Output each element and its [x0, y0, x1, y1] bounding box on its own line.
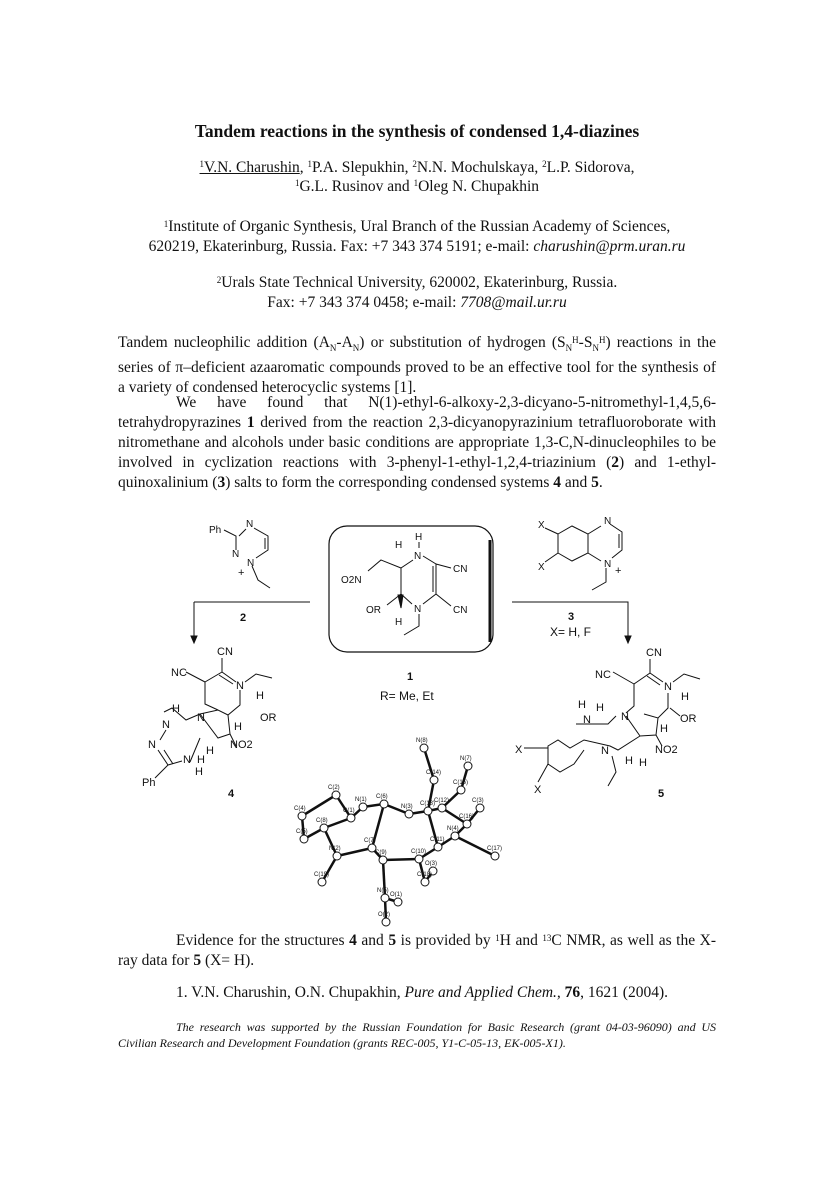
atom-label: X [515, 744, 523, 756]
xray-atom-label: C(19) [314, 872, 330, 878]
atom-label: X [538, 562, 545, 573]
xray-atom [434, 843, 442, 851]
atom-label: Ph [142, 777, 156, 789]
compound-1-structure [341, 532, 467, 635]
xray-atom-label: O(1) [390, 892, 402, 898]
xray-atom-label: C(16) [459, 814, 475, 820]
atom-label: N [414, 551, 422, 562]
affiliation-2: $^2$Urals State Technical University, 620002, Ekaterinburg, Russia. Fax: +7 343 374 0458; e-mail: 7708@mail.ur.ru [216, 274, 618, 311]
atom-label: H [256, 690, 264, 702]
paper-title: Tandem reactions in the synthesis of condensed 1,4-diazines [194, 121, 640, 141]
xray-atom [415, 855, 423, 863]
xray-atom-label: N(4) [447, 826, 459, 832]
compound-label-1: 1 [407, 671, 414, 683]
atom-label: N [183, 754, 191, 766]
atom-label: N [414, 604, 422, 615]
author-corresponding: $^1$V.N. Charushin [199, 159, 300, 176]
xray-atom [381, 894, 389, 902]
xray-atom [332, 791, 340, 799]
compound-label-4: 4 [228, 788, 235, 800]
xray-atom [464, 762, 472, 770]
compound-1-box [329, 526, 493, 652]
atom-label: NO2 [230, 739, 253, 751]
xray-atom [476, 804, 484, 812]
intro-paragraph: Tandem nucleophilic addition $(A_N-A_N)$ or substitution of hydrogen $(S_N^H-S_N^H)$ reactions in the series of π–deficient azaaromatic compounds proved to be an effective tool for the synthesis of a variety of condensed heterocyclic systems [1]. [118, 334, 716, 397]
xray-atom [451, 832, 459, 840]
substituent-note-3: X= H, F [550, 625, 592, 639]
xray-atom [318, 878, 326, 886]
atom-label: N [621, 711, 629, 723]
reference-1: 1. V.N. Charushin, O.N. Chupakhin, Pure and Applied Chem., 76, 1621 (2004). [176, 984, 668, 1001]
xray-atom [333, 852, 341, 860]
author: L.P. Sidorova [546, 159, 631, 176]
charge-label: + [615, 565, 622, 577]
atom-label: N [247, 558, 255, 569]
xray-atom-label: O(3) [425, 861, 437, 867]
xray-atom-label: C(12) [434, 798, 450, 804]
xray-atom [394, 898, 402, 906]
atom-label: OR [260, 712, 277, 724]
xray-atom-label: N(5) [377, 888, 389, 894]
xray-atom [320, 824, 328, 832]
xray-atom-label: C(9) [375, 850, 387, 856]
atom-label: H [395, 617, 403, 628]
atom-label: H [206, 745, 214, 757]
xray-atom-label: C(6) [376, 794, 388, 800]
xray-atom-label: N(2) [329, 846, 341, 852]
xray-atom [491, 852, 499, 860]
xray-atom [298, 812, 306, 820]
xray-atom-label: C(3) [472, 798, 484, 804]
compound-2-structure [209, 519, 270, 588]
xray-atom [457, 786, 465, 794]
xray-atom-label: C(7) [364, 838, 376, 844]
compound-4-structure [142, 646, 277, 800]
atom-label: Ph [209, 525, 222, 536]
author: P.A. Slepukhin [312, 159, 405, 176]
atom-label: CN [217, 646, 233, 658]
atom-label: H [234, 721, 242, 733]
reaction-arrow-left [194, 602, 310, 640]
xray-atom-label: C(11) [430, 837, 445, 843]
xray-atom-label: C(10) [411, 849, 427, 855]
xray-atom-label: N(8) [416, 738, 428, 744]
xray-atom [430, 776, 438, 784]
atom-label: N [162, 719, 170, 731]
xray-atom-label: C(18) [417, 872, 433, 878]
xray-atom-label: C(2) [328, 785, 340, 791]
xray-bond [322, 856, 337, 882]
compound-label-3: 3 [568, 611, 575, 623]
atom-label: H [395, 540, 403, 551]
atom-label: H [625, 755, 633, 767]
xray-atom-label: C(14) [426, 770, 442, 776]
author: N.N. Mochulskaya [416, 159, 535, 176]
xray-atom-label: C(17) [487, 846, 503, 852]
atom-label: X [534, 784, 542, 796]
email-link[interactable]: 7708@mail.ur.ru [460, 294, 567, 311]
atom-label: N [604, 516, 612, 527]
compound-3-structure [538, 516, 622, 590]
atom-label: H [660, 723, 668, 735]
atom-label: N [601, 745, 609, 757]
atom-label: H [639, 757, 647, 769]
xray-atom [359, 803, 367, 811]
atom-label: H [596, 702, 604, 714]
xray-atom [463, 820, 471, 828]
author-list [0, 158, 834, 196]
xray-atom [421, 878, 429, 886]
atom-label: CN [453, 605, 468, 616]
author-line-1: $^1$V.N. Charushin, $^1$P.A. Slepukhin, $^2$N.N. Mochulskaya, $^2$L.P. Sidorova, [199, 159, 635, 176]
xray-bond [383, 859, 419, 860]
xray-atom [379, 856, 387, 864]
charge-label: + [238, 567, 245, 579]
compound-label-5: 5 [658, 788, 665, 800]
xray-atom-label: C(15) [453, 780, 469, 786]
atom-label: N [197, 712, 205, 724]
xray-atom [382, 918, 390, 926]
xray-atom-label: C(4) [294, 806, 306, 812]
affiliation-1: $^1$Institute of Organic Synthesis, Ural Branch of the Russian Academy of Sciences, 620219, Ekaterinburg, Russia. Fax: +7 343 374 5191; e-mail: charushin@prm.uran.ru [148, 218, 686, 255]
xray-atom-label: C(5) [296, 829, 308, 835]
results-paragraph: We have found that N(1)-ethyl-6-alkoxy-2,3-dicyano-5-nitromethyl-1,4,5,6-tetrahydropyrazines 1 derived from the reaction 2,3-dicyanopyrazinium tetrafluoroborate with nitromethane and alcohols under basic conditions are appropriate 1,3-C,N-dinucleophiles to be involved in cyclization reactions with 3-phenyl-1-ethyl-1,2,4-triazinium (2) and 1-ethyl-quinoxalinium (3) salts to form the corresponding condensed systems 4 and 5. [118, 394, 716, 491]
xray-bond [302, 795, 336, 816]
xray-atom-label: N(3) [401, 804, 413, 810]
atom-label: N [148, 739, 156, 751]
evidence-paragraph: Evidence for the structures 4 and 5 is provided by $^1$H and $^{13}$C NMR, as well as the X-ray data for 5 (X= H). [118, 932, 717, 969]
atom-label: H [578, 699, 586, 711]
xray-atom [347, 814, 355, 822]
xray-atom [424, 807, 432, 815]
xray-atom [420, 744, 428, 752]
xray-atom-label: O(2) [378, 912, 390, 918]
atom-label: NC [595, 669, 611, 681]
atom-label: OR [680, 713, 697, 725]
author-line-2: $^1$G.L. Rusinov and $^1$Oleg N. Chupakhin [294, 178, 540, 195]
atom-label: NO2 [655, 744, 678, 756]
author: G.L. Rusinov [299, 178, 384, 195]
compound-label-2: 2 [240, 612, 247, 624]
atom-label: CN [646, 647, 662, 659]
atom-label: H [197, 754, 205, 766]
acknowledgement: The research was supported by the Russian Foundation for Basic Research (grant 04-03-96090) and US Civilian Research and Development Foundation (grants REC-005, Y1-C-05-13, EK-005-X1). [118, 1020, 716, 1050]
atom-label: NC [171, 667, 187, 679]
substituent-note-1: R= Me, Et [380, 689, 434, 703]
atom-label: N [583, 714, 591, 726]
xray-atom [405, 810, 413, 818]
xray-atom-label: N(1) [355, 797, 367, 803]
xray-atom [300, 835, 308, 843]
compound-5-structure [515, 647, 700, 800]
atom-label: CN [453, 564, 468, 575]
atom-label: N [664, 681, 672, 693]
xray-structure [294, 738, 502, 926]
xray-bond [337, 848, 372, 856]
email-link[interactable]: charushin@prm.uran.ru [533, 238, 686, 255]
xray-atom [438, 804, 446, 812]
xray-atom-label: C(8) [316, 818, 328, 824]
xray-atom-label: C(13) [420, 801, 436, 807]
atom-label: N [236, 680, 244, 692]
xray-atom-label: C(1) [343, 808, 355, 814]
reaction-scheme [0, 510, 834, 930]
atom-label: H [172, 703, 180, 715]
atom-label: N [232, 549, 240, 560]
atom-label: H [681, 691, 689, 703]
xray-atom [380, 800, 388, 808]
atom-label: N [246, 519, 254, 530]
atom-label: O2N [341, 575, 362, 586]
author: Oleg N. Chupakhin [418, 178, 540, 195]
atom-label: H [195, 766, 203, 778]
xray-atom-label: N(7) [460, 756, 472, 762]
atom-label: X [538, 520, 545, 531]
atom-label: N [604, 559, 612, 570]
atom-label: H [415, 532, 423, 543]
atom-label: OR [366, 605, 381, 616]
